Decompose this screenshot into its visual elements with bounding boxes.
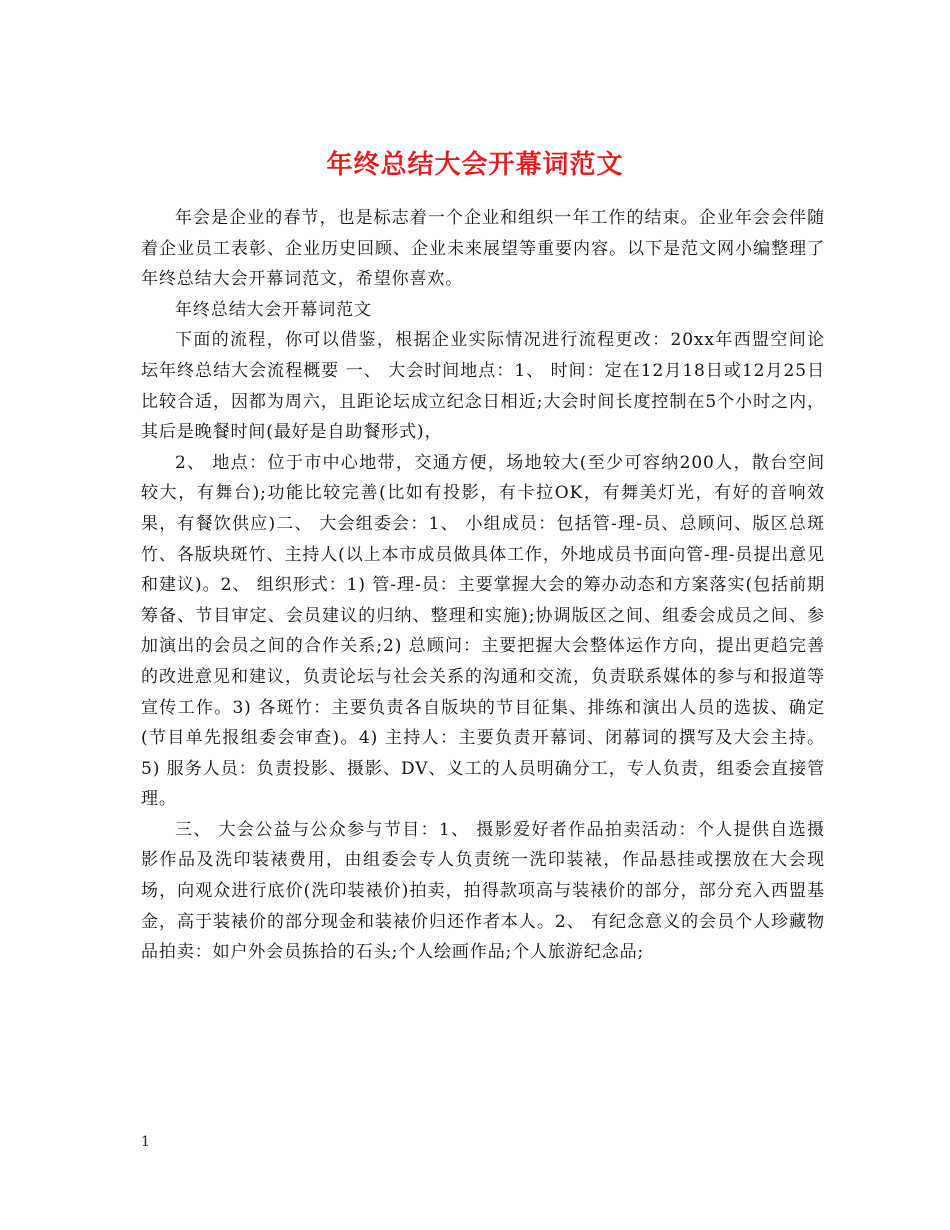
paragraph-venue-committee: 2、 地点：位于市中心地带，交通方便，场地较大(至少可容纳200人，散台空间较大，有舞台);功能比较完善(比如有投影，有卡拉OK，有舞美灯光，有好的音响效果，有餐饮供应)二、 大会组委会：1、 小组成员：包括管-理-员、总顾问、版区总斑竹、各版块斑竹、主持人(以上本市成员做具体工作，外地成员书面向管-理-员提出意见和建议)。2、 组织形式：1) 管-理-员：主要掌握大会的筹办动态和方案落实(包括前期筹备、节目审定、会员建议的归纳、整理和实施);协调版区之间、组委会成员之间、参加演出的会员之间的合作关系;2) 总顾问：主要把握大会整体运作方向，提出更趋完善的改进意见和建议，负责论坛与社会关系的沟通和交流，负责联系媒体的参与和报道等宣传工作。3) 各斑竹：主要负责各自版块的节目征集、排练和演出人员的选拔、确定(节目单先报组委会审查)。4) 主持人：主要负责开幕词、闭幕词的撰写及大会主持。5) 服务人员：负责投影、摄影、DV、义工的人员明确分工，专人负责，组委会直接管理。 xyxy=(141,452,825,810)
paragraph-subtitle: 年终总结大会开幕词范文 xyxy=(175,299,372,320)
paragraph-charity-programs: 三、 大会公益与公众参与节目：1、 摄影爱好者作品拍卖活动：个人提供自选摄影作品及洗印装裱费用，由组委会专人负责统一洗印装裱，作品悬挂或摆放在大会现场，向观众进行底价(洗印装裱价)拍卖，拍得款项高与装裱价的部分，部分充入西盟基金，高于装裱价的部分现金和装裱价归还作者本人。2、 有纪念意义的会员个人珍藏物品拍卖：如户外会员拣拾的石头;个人绘画作品;个人旅游纪念品; xyxy=(141,819,825,963)
page-number: 1 xyxy=(141,1134,150,1150)
paragraph-intro: 年会是企业的春节，也是标志着一个企业和组织一年工作的结束。企业年会会伴随着企业员工表彰、企业历史回顾、企业未来展望等重要内容。以下是范文网小编整理了年终总结大会开幕词范文，希望你喜欢。 xyxy=(141,208,825,290)
paragraph-process-overview: 下面的流程，你可以借鉴，根据企业实际情况进行流程更改：20xx年西盟空间论坛年终总结大会流程概要 一、 大会时间地点：1、 时间：定在12月18日或12月25日比较合适，因都为周六，且距论坛成立纪念日相近;大会时间长度控制在5个小时之内，其后是晚餐时间(最好是自助餐形式)， xyxy=(141,330,825,443)
document-body xyxy=(141,203,825,968)
document-title: 年终总结大会开幕词范文 xyxy=(326,150,624,181)
